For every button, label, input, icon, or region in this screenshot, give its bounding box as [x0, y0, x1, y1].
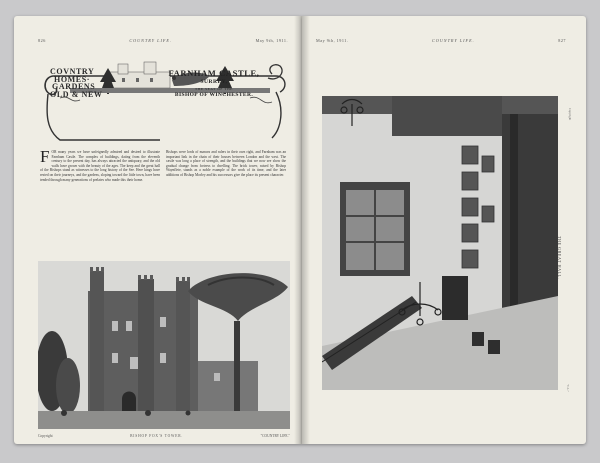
series-line-1: COVNTRY: [50, 67, 95, 76]
great-hall-photo-icon: [322, 96, 558, 390]
body-column-2: [166, 150, 286, 260]
left-running-title: COUNTRY LIFE.: [129, 38, 173, 43]
title-block: [40, 58, 290, 146]
credit-right: "COUNTRY LIFE.": [260, 434, 290, 438]
left-date: May 9th, 1911.: [255, 38, 288, 43]
hall-side-caption: THE GREAT HALL.: [557, 236, 562, 280]
right-credit-top: Copyright: [568, 107, 573, 121]
right-date: May 9th, 1911.: [316, 38, 349, 43]
hall-photograph: [322, 96, 558, 390]
left-page-number: 826: [38, 38, 46, 43]
series-line-4: OLD & NEW: [50, 89, 103, 99]
castle-tower-photo-icon: [38, 261, 290, 429]
article-title-group: [155, 68, 273, 98]
left-page: [14, 16, 302, 444]
series-line-3: GARDENS: [52, 82, 96, 92]
right-running-head: [316, 38, 566, 43]
body-column-1-text: OR many years we have unfeignedly admired and desired to illustrate Farnham Castle. The complex of buildings, dating from the eleventh century to the present day, has always attracted the antiquary, and the old walls have grown with the beauty of the ages. The keep and the great hall of the Bishops stand as witnesses to the long history of the See. Here kings have rested on their journeys, and the gardens, sloping toward the little town, have been tended through many generations of prelates who made this their home.: [40, 150, 160, 182]
article-title: FARNHAM CASTLE,: [168, 68, 260, 78]
photo-caption-row: [38, 434, 290, 438]
series-line-2: HOMES·: [54, 74, 91, 84]
body-column-2-text: Bishops were lords of manors and rulers in their own right, and Farnham was an important link in the chain of their houses between London and the west. The castle was long a place of strength, and the buildings that we now see show the gradual change from fortress to dwelling. The brick tower, raised by Bishop Waynflete, stands as a noble example of the work of its time, and the later additions of Bishop Morley and his successors give the place its present character.: [166, 150, 286, 177]
left-running-head: [38, 38, 288, 43]
article-seat-line: THE SEAT OF THE: [195, 87, 233, 91]
spine-gutter: [294, 16, 310, 444]
right-running-title: COUNTRY LIFE.: [431, 38, 475, 43]
tower-photograph: [38, 261, 290, 429]
magazine-spread: [14, 16, 586, 446]
drop-cap: F: [40, 150, 50, 166]
right-page-number: 827: [558, 38, 566, 43]
photo-caption: BISHOP FOX'S TOWER.: [130, 434, 184, 438]
article-county: SURREY,: [200, 79, 228, 85]
article-owner: BISHOP OF WINCHESTER.: [174, 92, 254, 98]
body-column-1: [40, 150, 160, 260]
right-page: [302, 16, 586, 444]
credit-left: Copyright: [38, 434, 53, 438]
right-credit-bottom: "C.L.": [565, 384, 570, 392]
series-title: [50, 68, 103, 98]
